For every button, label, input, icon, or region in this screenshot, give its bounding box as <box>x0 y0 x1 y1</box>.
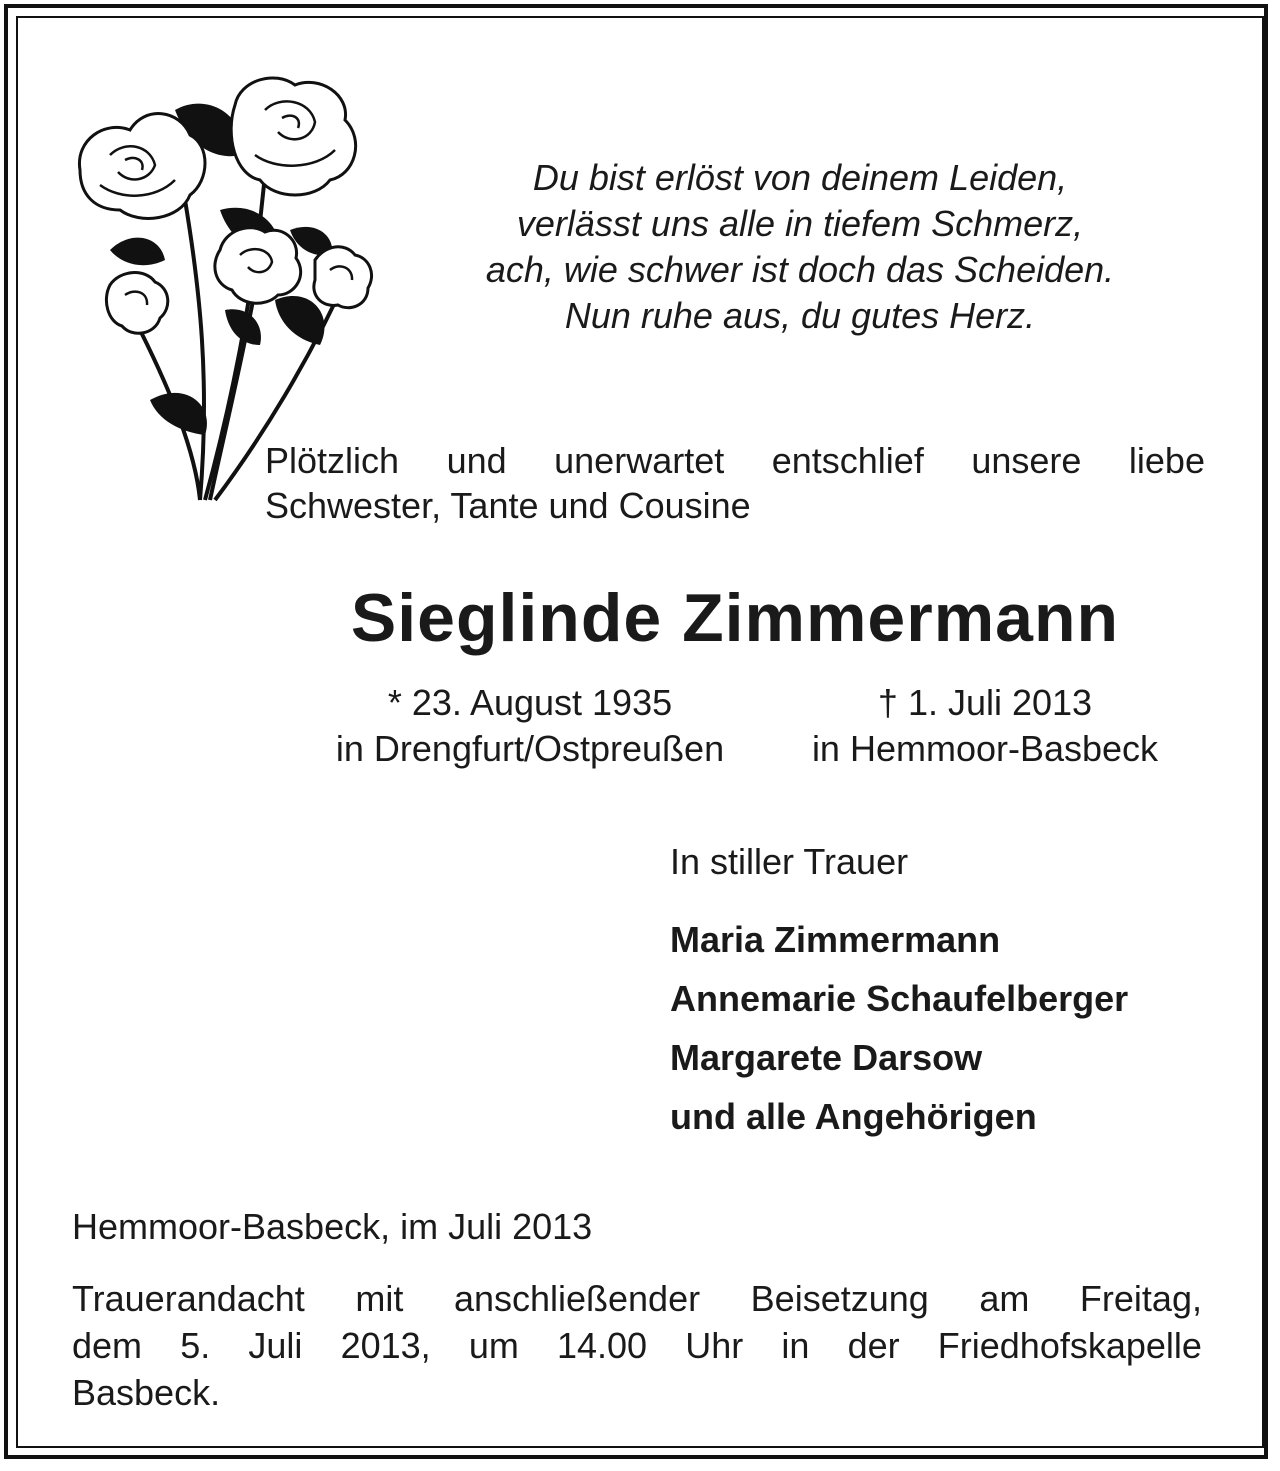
poem-line: Du bist erlöst von deinem Leiden, <box>532 157 1068 198</box>
place-date: Hemmoor-Basbeck, im Juli 2013 <box>72 1206 593 1247</box>
service-word: am <box>979 1278 1030 1319</box>
service-word: Friedhofskapelle <box>937 1325 1202 1366</box>
poem <box>420 155 1180 339</box>
intro-text <box>265 438 1205 528</box>
poem-line: ach, wie schwer ist doch das Scheiden. <box>485 249 1115 290</box>
intro-word: entschlief <box>771 440 924 481</box>
mourner-name: Margarete Darsow <box>670 1037 983 1078</box>
service-word: Uhr <box>685 1325 744 1366</box>
deceased-name: Sieglinde Zimmermann <box>350 580 1120 656</box>
birth-date: * 23. August 1935 <box>387 682 673 723</box>
service-word: mit <box>355 1278 404 1319</box>
intro-word: liebe <box>1128 440 1205 481</box>
mourner-name: und alle Angehörigen <box>670 1096 1037 1137</box>
service-word: 5. <box>180 1325 211 1366</box>
service-word: 14.00 <box>556 1325 648 1366</box>
service-word: in <box>781 1325 810 1366</box>
intro-word: unsere <box>971 440 1082 481</box>
intro-word: unerwartet <box>554 440 725 481</box>
service-word: Juli <box>248 1325 303 1366</box>
intro-word: Plötzlich <box>265 440 400 481</box>
death-place: in Hemmoor-Basbeck <box>811 728 1159 769</box>
intro-line-2: Schwester, Tante und Cousine <box>265 485 751 526</box>
mourners-list <box>670 910 1128 1146</box>
service-word: der <box>847 1325 900 1366</box>
mourner-name: Annemarie Schaufelberger <box>670 978 1129 1019</box>
intro-word: und <box>446 440 507 481</box>
mourning-label: In stiller Trauer <box>670 841 909 882</box>
service-word: dem <box>72 1325 143 1366</box>
service-word: Trauerandacht <box>72 1278 305 1319</box>
death-date: † 1. Juli 2013 <box>877 682 1093 723</box>
mourner-name: Maria Zimmermann <box>670 919 1001 960</box>
service-line-2 <box>72 1322 1202 1369</box>
death-info <box>780 680 1190 772</box>
service-word: anschließender <box>453 1278 701 1319</box>
service-line-1 <box>72 1275 1202 1322</box>
service-line-3: Basbeck. <box>72 1372 221 1413</box>
birth-place: in Drengfurt/Ostpreußen <box>335 728 725 769</box>
poem-line: Nun ruhe aus, du gutes Herz. <box>564 295 1036 336</box>
intro-line-1 <box>265 438 1205 483</box>
poem-line: verlässt uns alle in tiefem Schmerz, <box>516 203 1084 244</box>
birth-info <box>270 680 790 772</box>
service-word: 2013, <box>340 1325 431 1366</box>
service-info <box>72 1275 1202 1416</box>
service-word: um <box>468 1325 519 1366</box>
service-word: Beisetzung <box>750 1278 929 1319</box>
service-word: Freitag, <box>1079 1278 1202 1319</box>
